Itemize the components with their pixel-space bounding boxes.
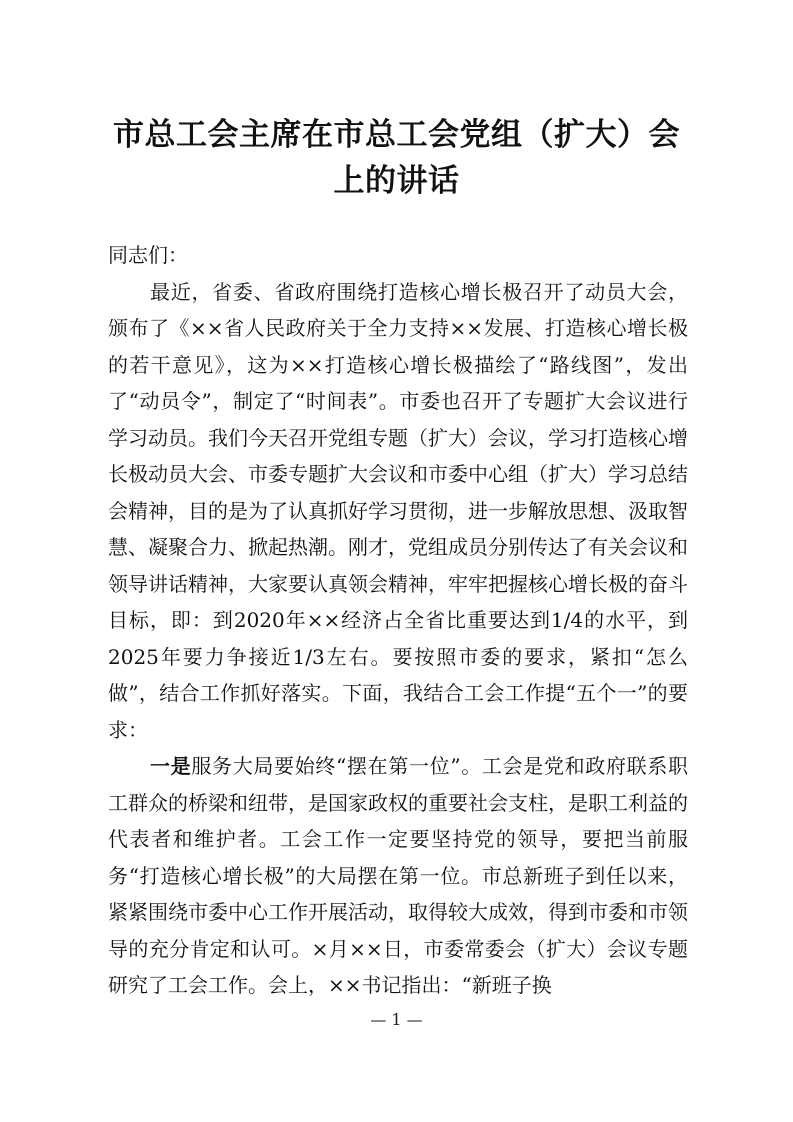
salutation: 同志们： [108,243,188,267]
title-line-1: 市总工会主席在市总工会党组（扩大）会 [113,117,680,153]
paragraph-2 [108,748,688,1004]
document-body [108,237,688,1004]
paragraph-2-lead: 一是 [150,754,192,778]
paragraph-2-text: 服务大局要始终“摆在第一位”。工会是党和政府联系职工群众的桥梁和纽带，是国家政权的重要社会支柱，是职工利益的代表者和维护者。工会工作一定要坚持党的领导，要把当前服务“打造核心增长极”的大局摆在第一位。市总新班子到任以来，紧紧围绕市委中心工作开展活动，取得较大成效，得到市委和市领导的充分肯定和认可。×月××日，市委常委会（扩大）会议专题研究了工会工作。会上，××书记指出：“新班子换 [108,754,689,997]
document-title [100,112,693,204]
paragraph-1: 最近，省委、省政府围绕打造核心增长极召开了动员大会，颁布了《××省人民政府关于全力支持××发展、打造核心增长极的若干意见》，这为××打造核心增长极描绘了“路线图”，发出了“动员令”，制定了“时间表”。市委也召开了专题扩大会议进行学习动员。我们今天召开党组专题（扩大）会议，学习打造核心增长极动员大会、市委专题扩大会议和市委中心组（扩大）学习总结会精神，目的是为了认真抓好学习贯彻，进一步解放思想、汲取智慧、凝聚合力、掀起热潮。刚才，党组成员分别传达了有关会议和领导讲话精神，大家要认真领会精神，牢牢把握核心增长极的奋斗目标，即：到2020年××经济占全省比重要达到1/4的水平，到2025年要力争接近1/3左右。要按照市委的要求，紧扣“怎么做”，结合工作抓好落实。下面，我结合工会工作提“五个一”的要求： [108,279,688,742]
title-line-2: 上的讲话 [333,163,460,199]
page-number: — 1 — [370,1010,423,1029]
